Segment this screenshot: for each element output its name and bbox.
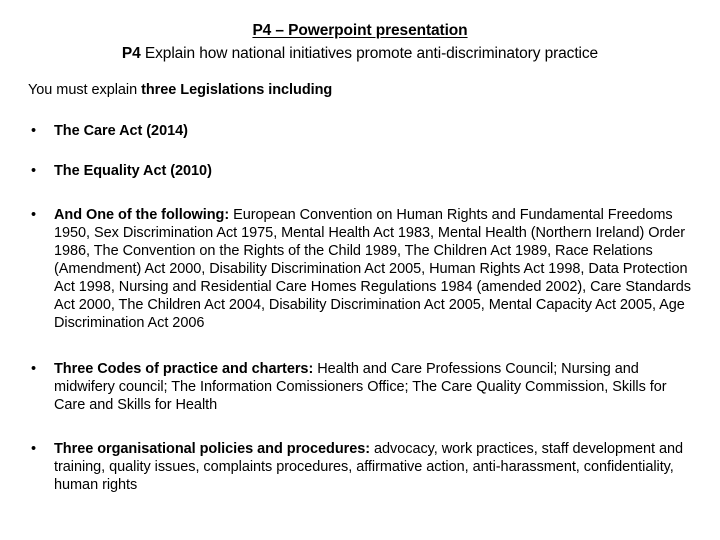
list-item xyxy=(28,122,692,140)
intro-plain-text: You must explain xyxy=(28,82,142,98)
bullet-marker-icon: • xyxy=(31,361,37,377)
intro-strong-text: three Legislations including xyxy=(141,82,333,98)
list-item-lead: And One of the following: xyxy=(54,207,230,223)
bullet-list xyxy=(28,122,692,494)
list-item xyxy=(28,360,692,414)
list-item xyxy=(28,162,692,180)
bullet-marker-icon: • xyxy=(31,163,37,179)
bullet-marker-icon: • xyxy=(31,207,37,223)
slide-subtitle-text: Explain how national initiatives promote anti-discriminatory practice xyxy=(144,45,599,62)
list-item xyxy=(28,206,692,332)
slide-subtitle xyxy=(0,43,720,65)
list-item-lead: Three organisational policies and procedures: xyxy=(54,441,371,457)
title-block xyxy=(0,0,720,65)
bullet-marker-icon: • xyxy=(31,123,37,139)
list-item-lead: The Equality Act (2010) xyxy=(54,163,212,179)
body-block xyxy=(0,81,720,494)
list-item-text: European Convention on Human Rights and Fundamental Freedoms 1950, Sex Discrimination Act 1975, Mental Health Act 1983, Mental Health (Northern Ireland) Order 1986, The Convention on the Rights of the Child 1989, The Children Act 1989, Race Relations (Amendment) Act 2000, Disability Discrimination Act 2005, Human Rights Act 1998, Data Protection Act 1998, Nursing and Residential Care Homes Regulations 1984 (amended 2002), Care Standards Act 2000, The Children Act 2004, Disability Discrimination Act 2005, Mental Capacity Act 2005, Age Discrimination Act 2006 xyxy=(54,207,691,331)
slide-title: P4 – Powerpoint presentation xyxy=(252,22,468,39)
list-item-text: Health and Care Professions Council; Nursing and midwifery council; The Information Comissioners Office; The Care Quality Commission, Skills for Care and Skills for Health xyxy=(54,361,667,413)
slide-subtitle-lead: P4 xyxy=(121,45,141,62)
list-item-lead: Three Codes of practice and charters: xyxy=(54,361,314,377)
list-item-lead: The Care Act (2014) xyxy=(54,123,188,139)
list-item-text: advocacy, work practices, staff development and training, quality issues, complaints procedures, affirmative action, anti-harassment, confidentiality, human rights xyxy=(54,441,684,493)
list-item xyxy=(28,440,692,494)
intro-line xyxy=(28,81,692,100)
bullet-marker-icon: • xyxy=(31,441,37,457)
